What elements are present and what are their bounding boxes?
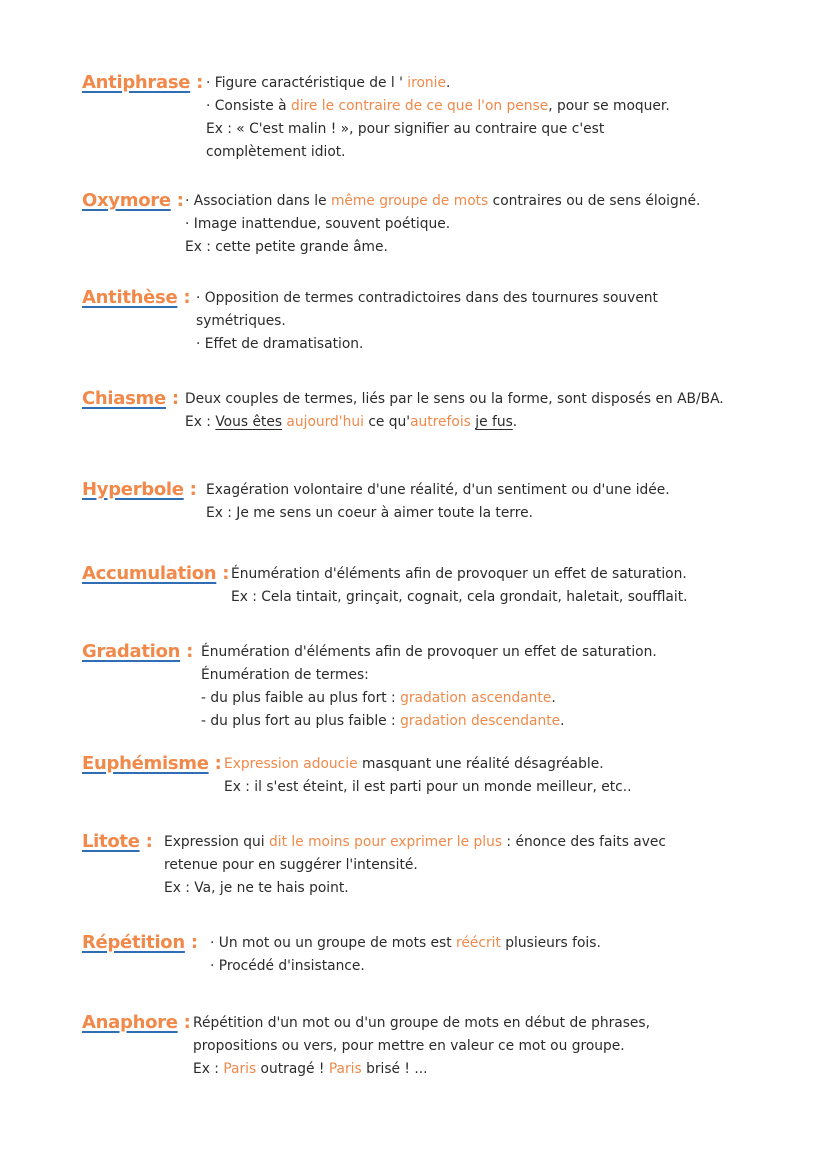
- text-segment: : énonce des faits avec: [502, 834, 666, 850]
- definition-line: [164, 877, 666, 900]
- text-segment: Répétition d'un mot ou d'un groupe de mots en début de phrases,: [193, 1015, 650, 1031]
- definition-line: [201, 710, 657, 733]
- definition: [164, 831, 666, 900]
- term-colon: :: [196, 72, 204, 93]
- term-heading: [82, 831, 153, 852]
- definition: [231, 563, 688, 609]
- definition-line: [206, 479, 670, 502]
- text-segment: contraires ou de sens éloigné.: [488, 193, 701, 209]
- term-heading: [82, 287, 190, 308]
- definition-line: [196, 310, 658, 333]
- definition: [210, 932, 601, 978]
- highlighted-text: Paris: [328, 1061, 362, 1077]
- term-heading: [82, 72, 203, 93]
- definition-line: [206, 95, 670, 118]
- term-word: Antiphrase: [82, 72, 191, 93]
- highlighted-text: dit le moins pour exprimer le plus: [269, 834, 503, 850]
- text-segment: symétriques.: [196, 313, 286, 329]
- term-word: Litote: [82, 831, 140, 852]
- text-segment: .: [560, 713, 565, 729]
- text-segment: brisé ! ...: [361, 1061, 428, 1077]
- text-segment: · Figure caractéristique de l ': [206, 75, 408, 91]
- text-segment: Ex : il s'est éteint, il est parti pour un monde meilleur, etc..: [224, 779, 632, 795]
- text-segment: · Procédé d'insistance.: [210, 958, 365, 974]
- term-colon: :: [190, 932, 198, 953]
- definition-line: [210, 932, 601, 955]
- text-segment: - du plus fort au plus faible :: [201, 713, 401, 729]
- definition-line: [185, 236, 700, 259]
- definition-line: [206, 502, 670, 525]
- underlined-text: Vous êtes: [215, 414, 283, 430]
- text-segment: ce qu': [363, 414, 411, 430]
- term-colon: :: [214, 753, 222, 774]
- definition-line: [185, 411, 724, 434]
- text-segment: Énumération d'éléments afin de provoquer un effet de saturation.: [231, 566, 687, 582]
- term-word: Hyperbole: [82, 479, 184, 500]
- term-heading: [82, 753, 222, 774]
- term-heading: [82, 388, 179, 409]
- text-segment: complètement idiot.: [206, 144, 346, 160]
- definition: [185, 190, 700, 259]
- definition-line: [193, 1058, 650, 1081]
- term-word: Chiasme: [82, 388, 166, 409]
- text-segment: Exagération volontaire d'une réalité, d'un sentiment ou d'une idée.: [206, 482, 670, 498]
- term-word: Accumulation: [82, 563, 217, 584]
- text-segment: · Un mot ou un groupe de mots est: [210, 935, 457, 951]
- definition: [193, 1012, 650, 1081]
- term-colon: :: [189, 479, 197, 500]
- term-colon: :: [183, 1012, 191, 1033]
- term-heading: [82, 479, 197, 500]
- term-word: Oxymore: [82, 190, 171, 211]
- highlighted-text: aujourd'hui: [286, 414, 364, 430]
- text-segment: Deux couples de termes, liés par le sens ou la forme, sont disposés en AB/BA.: [185, 391, 724, 407]
- definition-line: [185, 190, 700, 213]
- text-segment: .: [446, 75, 451, 91]
- highlighted-text: gradation descendante: [400, 713, 561, 729]
- term-colon: :: [176, 190, 184, 211]
- term-heading: [82, 932, 198, 953]
- definition-line: [206, 141, 670, 164]
- definition-line: [231, 563, 688, 586]
- term-colon: :: [222, 563, 230, 584]
- definition: [224, 753, 631, 799]
- term-word: Gradation: [82, 641, 181, 662]
- text-segment: Ex : Va, je ne te hais point.: [164, 880, 349, 896]
- text-segment: Ex :: [185, 414, 216, 430]
- term-colon: :: [186, 641, 193, 662]
- definition-line: [206, 72, 670, 95]
- highlighted-text: ironie: [407, 75, 446, 91]
- definition-line: [224, 753, 631, 776]
- highlighted-text: réécrit: [456, 935, 501, 951]
- text-segment: , pour se moquer.: [548, 98, 670, 114]
- text-segment: masquant une réalité désagréable.: [357, 756, 604, 772]
- definition-line: [231, 586, 688, 609]
- definition-line: [164, 854, 666, 877]
- text-segment: Ex :: [193, 1061, 224, 1077]
- definition-line: [210, 955, 601, 978]
- term-word: Antithèse: [82, 287, 178, 308]
- highlighted-text: même groupe de mots: [330, 193, 489, 209]
- definition-line: [206, 118, 670, 141]
- definition: [196, 287, 658, 356]
- definition-line: [196, 333, 658, 356]
- definition: [185, 388, 724, 434]
- definition-line: [201, 641, 657, 664]
- term-heading: [82, 641, 193, 662]
- definition: [206, 479, 670, 525]
- text-segment: · Association dans le: [185, 193, 331, 209]
- text-segment: · Image inattendue, souvent poétique.: [185, 216, 451, 232]
- highlighted-text: autrefois: [410, 414, 471, 430]
- term-word: Anaphore: [82, 1012, 178, 1033]
- term-colon: :: [183, 287, 191, 308]
- definition-line: [196, 287, 658, 310]
- term-colon: :: [145, 831, 153, 852]
- text-segment: Ex : « C'est malin ! », pour signifier au contraire que c'est: [206, 121, 605, 137]
- highlighted-text: Paris: [223, 1061, 257, 1077]
- text-segment: .: [551, 690, 556, 706]
- term-word: Euphémisme: [82, 753, 209, 774]
- text-segment: propositions ou vers, pour mettre en valeur ce mot ou groupe.: [193, 1038, 625, 1054]
- text-segment: outragé !: [256, 1061, 329, 1077]
- term-heading: [82, 1012, 191, 1033]
- text-segment: · Effet de dramatisation.: [196, 336, 364, 352]
- term-heading: [82, 190, 184, 211]
- text-segment: Expression qui: [164, 834, 269, 850]
- term-heading: [82, 563, 229, 584]
- definition-line: [185, 388, 724, 411]
- definition-line: [224, 776, 631, 799]
- text-segment: · Opposition de termes contradictoires dans des tournures souvent: [196, 290, 658, 306]
- definition-line: [164, 831, 666, 854]
- term-colon: :: [171, 388, 179, 409]
- text-segment: · Consiste à: [206, 98, 291, 114]
- highlighted-text: gradation ascendante: [400, 690, 552, 706]
- definition: [201, 641, 657, 733]
- definition-line: [185, 213, 700, 236]
- definition-line: [193, 1035, 650, 1058]
- highlighted-text: Expression adoucie: [224, 756, 358, 772]
- definition-line: [193, 1012, 650, 1035]
- text-segment: - du plus faible au plus fort :: [201, 690, 401, 706]
- term-word: Répétition: [82, 932, 185, 953]
- highlighted-text: dire le contraire de ce que l'on pense: [290, 98, 549, 114]
- definition: [206, 72, 670, 164]
- text-segment: Ex : Cela tintait, grinçait, cognait, cela grondait, haletait, soufflait.: [231, 589, 688, 605]
- text-segment: Ex : Je me sens un coeur à aimer toute la terre.: [206, 505, 533, 521]
- text-segment: Énumération de termes:: [201, 667, 369, 683]
- text-segment: retenue pour en suggérer l'intensité.: [164, 857, 418, 873]
- text-segment: .: [512, 414, 518, 430]
- definition-line: [201, 687, 657, 710]
- underlined-text: je fus: [475, 414, 513, 430]
- text-segment: Énumération d'éléments afin de provoquer un effet de saturation.: [201, 644, 657, 660]
- definition-line: [201, 664, 657, 687]
- text-segment: plusieurs fois.: [500, 935, 601, 951]
- text-segment: Ex : cette petite grande âme.: [185, 239, 388, 255]
